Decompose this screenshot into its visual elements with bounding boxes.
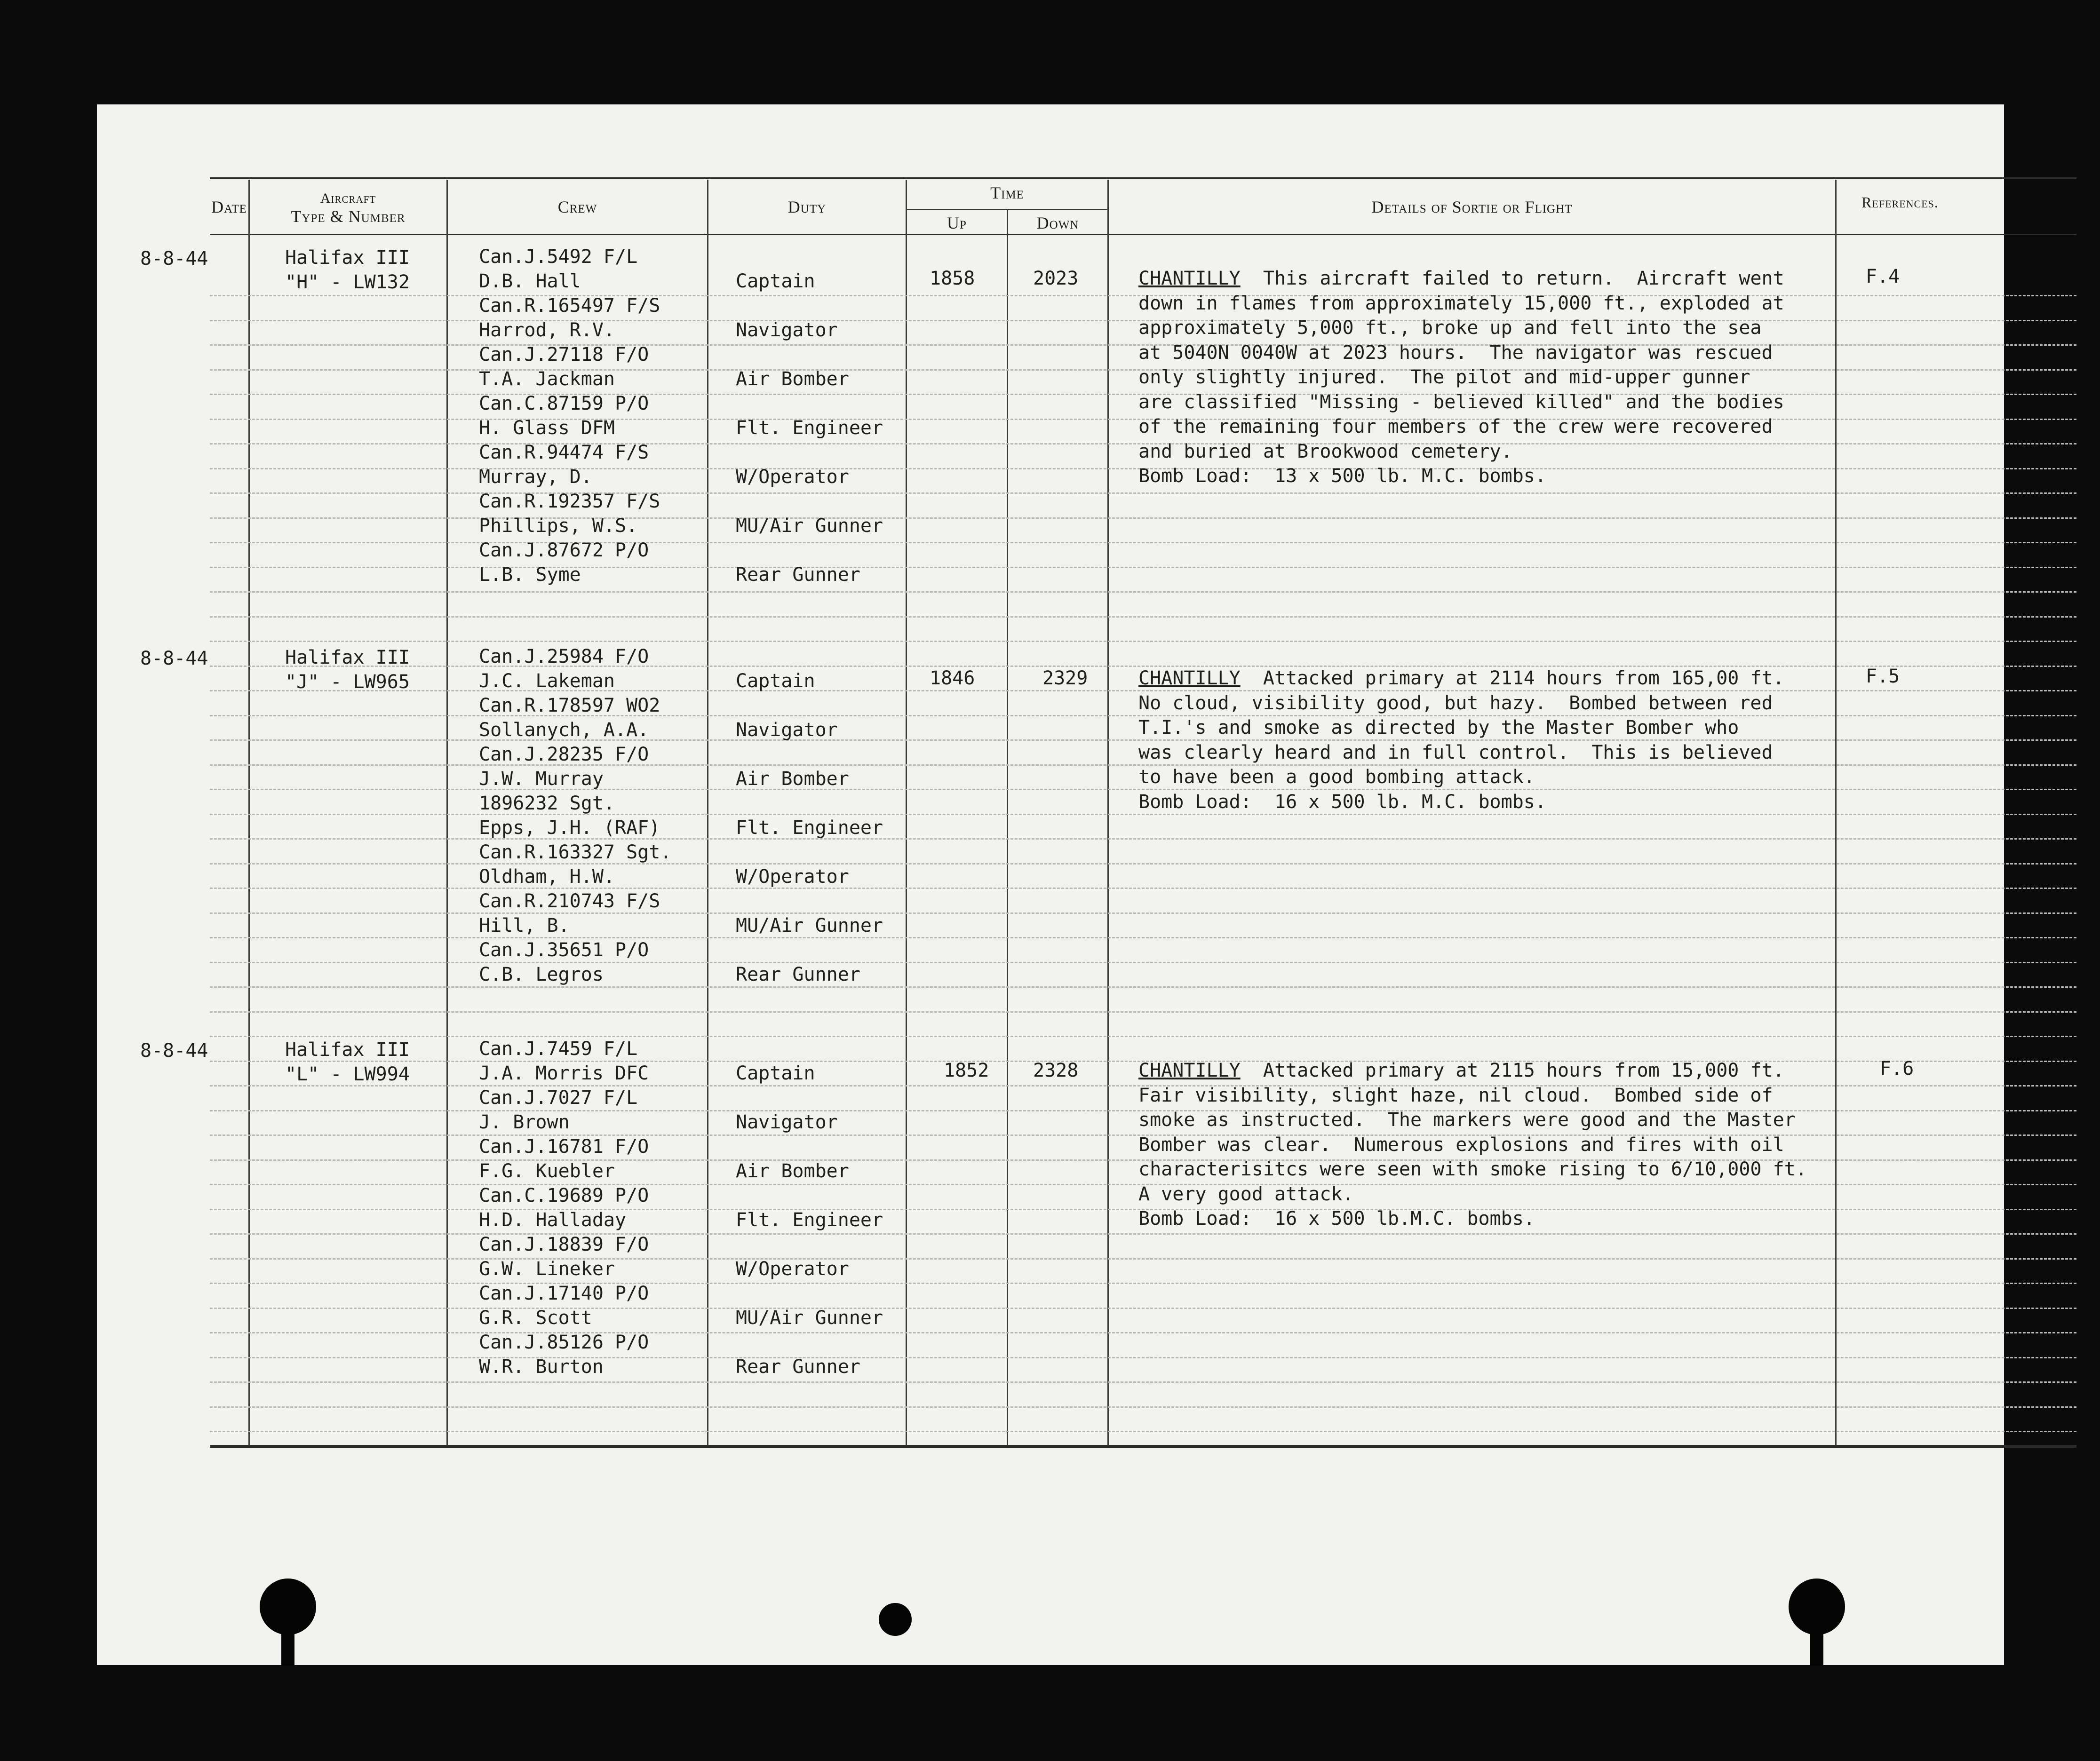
header-down: Down	[1036, 214, 1079, 232]
crew-line: Sollanych, A.A.	[479, 719, 649, 741]
duty-list	[736, 269, 883, 611]
dotted-rule	[210, 1011, 2076, 1013]
details-first-line: Attacked primary at 2114 hours from 165,00 ft.	[1240, 667, 1784, 689]
details-text	[1138, 666, 1784, 814]
aircraft-type: Halifax III	[285, 1039, 410, 1061]
header-aircraft-1: Aircraft	[320, 190, 376, 206]
dotted-rule	[210, 1381, 2076, 1383]
duty-line: Flt. Engineer	[736, 817, 883, 839]
duty-line: W/Operator	[736, 866, 849, 888]
dotted-rule	[210, 616, 2076, 618]
crew-line: 1896232 Sgt.	[479, 793, 615, 814]
duty-line: Air Bomber	[736, 1160, 849, 1182]
crew-line: Can.J.87672 P/O	[479, 539, 649, 561]
time-subheader-rule	[906, 209, 1107, 210]
sortie-date: 8-8-44	[140, 1040, 208, 1062]
crew-line: L.B. Syme	[479, 564, 581, 586]
crew-line: Can.J.27118 F/O	[479, 344, 649, 365]
crew-line: Can.J.18839 F/O	[479, 1234, 649, 1255]
aircraft-type: Halifax III	[285, 647, 410, 668]
duty-line: Navigator	[736, 1111, 838, 1133]
duty-line: Captain	[736, 270, 815, 292]
header-time: Time	[990, 183, 1024, 202]
duty-line: Flt. Engineer	[736, 417, 883, 439]
target-name: CHANTILLY	[1138, 1060, 1241, 1081]
punch-hole-middle	[879, 1603, 912, 1636]
header-bottom-rule	[210, 234, 2076, 235]
details-line: No cloud, visibility good, but hazy. Bombed between red	[1138, 692, 1773, 714]
duty-line: W/Operator	[736, 466, 849, 488]
time-down: 2329	[1042, 667, 1088, 689]
duty-line: MU/Air Gunner	[736, 515, 883, 537]
header-crew: Crew	[557, 198, 597, 216]
details-line: A very good attack.	[1138, 1183, 1354, 1205]
crew-line: Can.R.210743 F/S	[479, 890, 660, 912]
crew-list	[479, 644, 671, 987]
crew-line: J.W. Murray	[479, 768, 604, 790]
crew-line: Can.R.178597 WO2	[479, 695, 660, 716]
details-first-line: Attacked primary at 2115 hours from 15,000 ft.	[1240, 1060, 1784, 1081]
details-line: down in flames from approximately 15,000 ft., exploded at	[1138, 292, 1784, 314]
crew-line: Can.J.5492 F/L	[479, 246, 638, 268]
crew-line: J. Brown	[479, 1111, 570, 1133]
crew-line: D.B. Hall	[479, 270, 581, 292]
target-name: CHANTILLY	[1138, 667, 1241, 689]
duty-line: Flt. Engineer	[736, 1209, 883, 1231]
sortie-date: 8-8-44	[140, 648, 208, 669]
duty-line: MU/Air Gunner	[736, 915, 883, 936]
dotted-rule	[210, 1406, 2076, 1408]
crew-list	[479, 1037, 649, 1379]
time-down: 2023	[1033, 268, 1079, 289]
header-up: Up	[947, 214, 967, 232]
crew-line: C.B. Legros	[479, 964, 604, 985]
sortie-date: 8-8-44	[140, 248, 208, 270]
aircraft-type: Halifax III	[285, 247, 410, 269]
details-text	[1138, 266, 1784, 489]
crew-list	[479, 245, 660, 587]
crew-line: Oldham, H.W.	[479, 866, 615, 888]
details-line: at 5040N 0040W at 2023 hours. The navigator was rescued	[1138, 341, 1773, 364]
details-line: and buried at Brookwood cemetery.	[1138, 440, 1512, 462]
details-line: T.I.'s and smoke as directed by the Master Bomber who	[1138, 717, 1739, 738]
duty-line: Air Bomber	[736, 368, 849, 390]
header-aircraft-2: Type & Number	[291, 207, 406, 226]
duty-list	[736, 669, 883, 1011]
duty-line: Captain	[736, 670, 815, 692]
dotted-rule	[210, 641, 2076, 642]
duty-line: Air Bomber	[736, 768, 849, 790]
time-up: 1852	[944, 1060, 989, 1081]
crew-line: Can.J.7027 F/L	[479, 1087, 638, 1109]
aircraft-number: "J" - LW965	[285, 671, 410, 693]
duty-line: MU/Air Gunner	[736, 1307, 883, 1329]
duty-list	[736, 1061, 883, 1404]
details-line: Fair visibility, slight haze, nil cloud. Bombed side of	[1138, 1084, 1773, 1106]
details-line: Bomber was clear. Numerous explosions and fires with oil	[1138, 1134, 1784, 1156]
crew-line: Can.R.165497 F/S	[479, 295, 660, 317]
crew-line: Can.R.94474 F/S	[479, 442, 649, 463]
top-rule	[210, 177, 2076, 179]
details-first-line: This aircraft failed to return. Aircraft went	[1240, 268, 1784, 289]
duty-line: Rear Gunner	[736, 964, 860, 985]
header-references: References.	[1861, 194, 1939, 211]
details-line: approximately 5,000 ft., broke up and fell into the sea	[1138, 317, 1762, 339]
details-line: smoke as instructed. The markers were good and the Master	[1138, 1109, 1796, 1131]
duty-line: Captain	[736, 1063, 815, 1084]
duty-line: Rear Gunner	[736, 1356, 860, 1378]
crew-line: Epps, J.H. (RAF)	[479, 817, 660, 839]
bottom-rule	[210, 1445, 2076, 1448]
dotted-rule	[210, 591, 2076, 593]
aircraft-number: "L" - LW994	[285, 1063, 410, 1085]
details-line: are classified "Missing - believed killed" and the bodies	[1138, 391, 1784, 413]
details-line	[1138, 266, 1784, 291]
crew-line: G.W. Lineker	[479, 1258, 615, 1280]
crew-line: Can.J.35651 P/O	[479, 939, 649, 961]
crew-line: G.R. Scott	[479, 1307, 592, 1329]
crew-line: Can.C.87159 P/O	[479, 393, 649, 414]
reference: F.4	[1866, 266, 1900, 287]
duty-line: Navigator	[736, 719, 838, 741]
crew-line: Can.J.7459 F/L	[479, 1038, 638, 1060]
crew-line: Harrod, R.V.	[479, 319, 615, 341]
punch-hole-right-slot	[1810, 1624, 1823, 1666]
details-line: characterisitcs were seen with smoke rising to 6/10,000 ft.	[1138, 1158, 1807, 1180]
time-up: 1846	[930, 667, 975, 689]
aircraft-number: "H" - LW132	[285, 271, 410, 293]
crew-line: Can.J.17140 P/O	[479, 1283, 649, 1304]
document-sheet	[97, 104, 2004, 1665]
crew-line: Can.J.85126 P/O	[479, 1332, 649, 1353]
details-line: only slightly injured. The pilot and mid-upper gunner	[1138, 366, 1750, 388]
crew-line: J.A. Morris DFC	[479, 1063, 649, 1084]
details-text	[1138, 1058, 1807, 1231]
reference: F.5	[1866, 666, 1900, 687]
crew-line: T.A. Jackman	[479, 368, 615, 390]
crew-line: Can.R.192357 F/S	[479, 491, 660, 512]
time-down: 2328	[1033, 1060, 1079, 1081]
crew-line: Murray, D.	[479, 466, 592, 488]
details-line: Bomb Load: 16 x 500 lb. M.C. bombs.	[1138, 791, 1546, 813]
crew-line: F.G. Kuebler	[479, 1160, 615, 1182]
crew-line: Can.R.163327 Sgt.	[479, 841, 672, 863]
crew-line: Can.J.28235 F/O	[479, 744, 649, 765]
dotted-rule	[210, 1431, 2076, 1432]
details-line: of the remaining four members of the crew were recovered	[1138, 416, 1773, 437]
details-line	[1138, 666, 1784, 691]
duty-line: Navigator	[736, 319, 838, 341]
crew-line: Phillips, W.S.	[479, 515, 638, 537]
reference: F.6	[1880, 1058, 1914, 1079]
duty-line: W/Operator	[736, 1258, 849, 1280]
col-rule-up	[1007, 210, 1008, 1445]
details-line: Bomb Load: 16 x 500 lb.M.C. bombs.	[1138, 1208, 1535, 1230]
target-name: CHANTILLY	[1138, 268, 1241, 289]
crew-line: Can.J.25984 F/O	[479, 646, 649, 667]
crew-line: Can.C.19689 P/O	[479, 1185, 649, 1206]
crew-line: H. Glass DFM	[479, 417, 615, 439]
details-line: Bomb Load: 13 x 500 lb. M.C. bombs.	[1138, 465, 1546, 487]
crew-line: J.C. Lakeman	[479, 670, 615, 692]
details-line: to have been a good bombing attack.	[1138, 766, 1535, 788]
header-date: Date	[211, 198, 247, 216]
crew-line: W.R. Burton	[479, 1356, 604, 1378]
header-duty: Duty	[788, 198, 827, 216]
duty-line: Rear Gunner	[736, 564, 860, 586]
details-line: was clearly heard and in full control. This is believed	[1138, 741, 1773, 763]
punch-hole-left-slot	[281, 1624, 294, 1666]
time-up: 1858	[930, 268, 975, 289]
crew-line: Hill, B.	[479, 915, 570, 936]
details-line	[1138, 1058, 1807, 1083]
crew-line: H.D. Halladay	[479, 1209, 627, 1231]
header-details: Details of Sortie or Flight	[1371, 198, 1573, 216]
crew-line: Can.J.16781 F/O	[479, 1136, 649, 1158]
